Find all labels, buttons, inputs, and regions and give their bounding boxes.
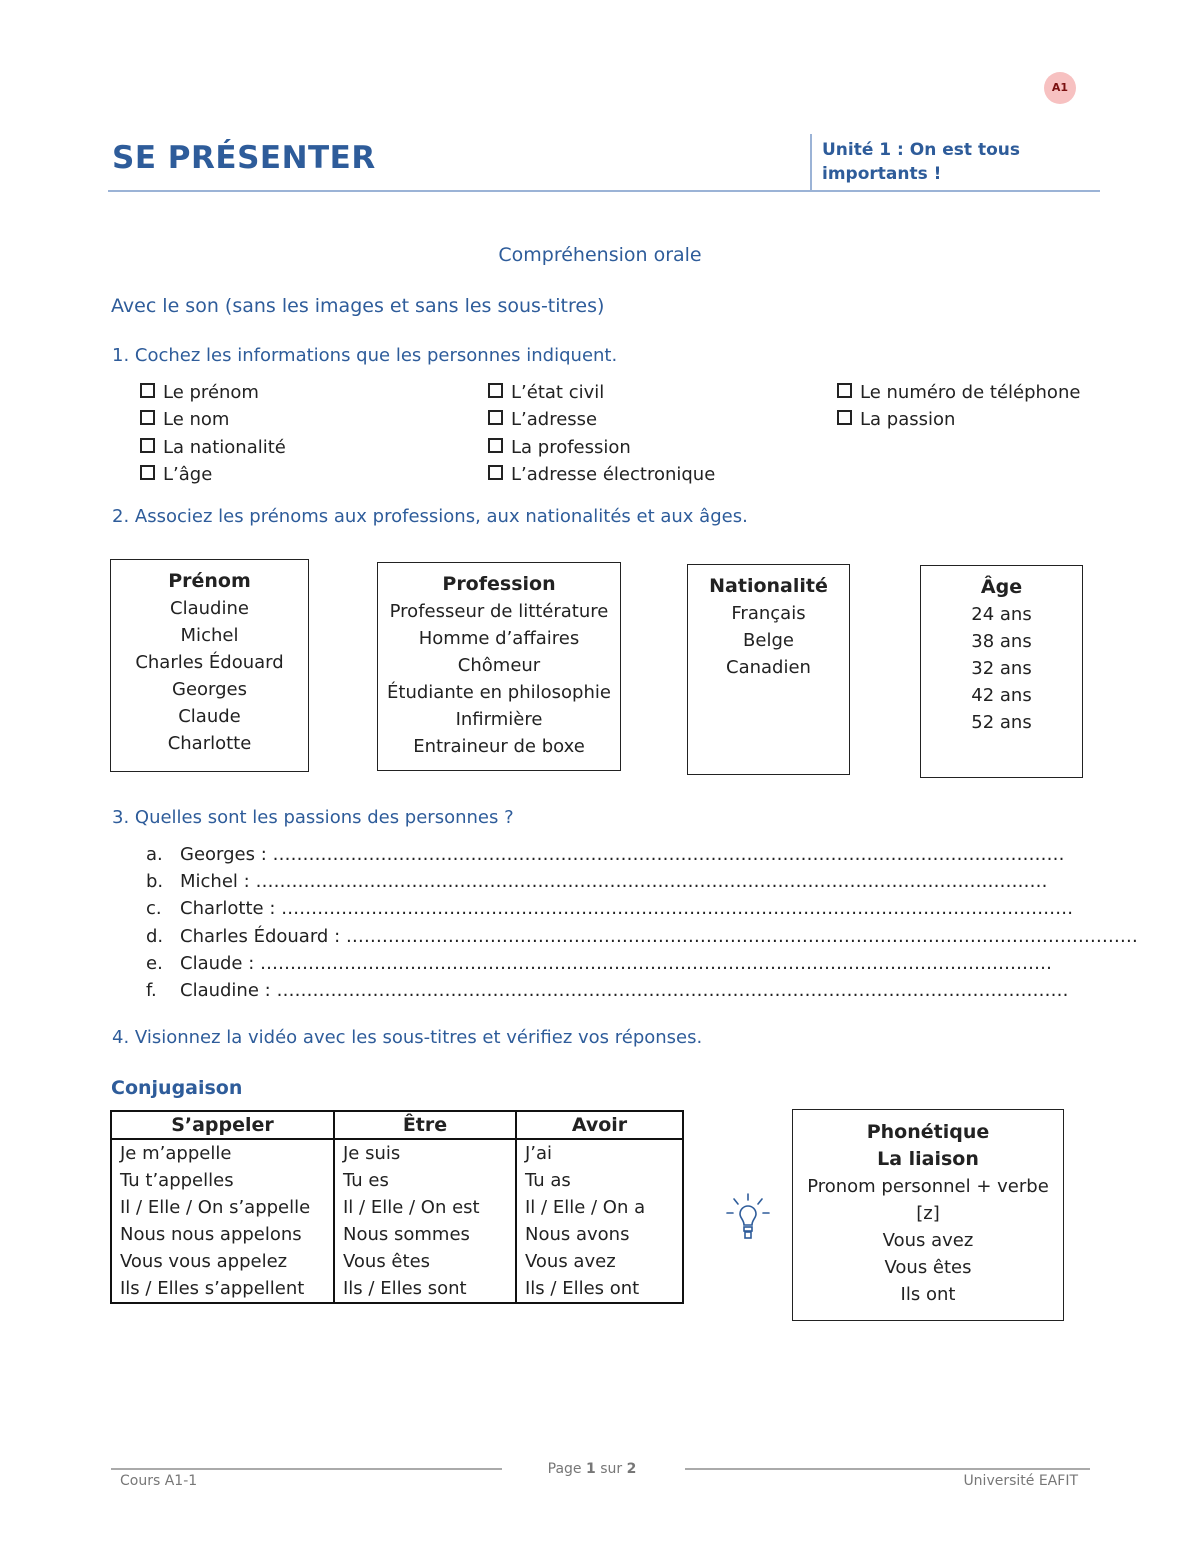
- column-header: Avoir: [516, 1111, 683, 1139]
- answer-line[interactable]: a. Georges : ……………………………………………………………………………………………………………………: [146, 844, 1065, 865]
- profession-item: Infirmière: [455, 709, 543, 730]
- prenom-item: Charles Édouard: [135, 652, 284, 673]
- prenom-item: Claude: [178, 706, 241, 727]
- table-cell: Il / Elle / On s’appelle: [111, 1194, 334, 1221]
- checkbox-option[interactable]: La profession: [488, 434, 715, 461]
- unit-title: [822, 138, 1052, 186]
- table-cell: Nous sommes: [334, 1221, 516, 1248]
- prenom-item: Michel: [180, 625, 239, 646]
- answer-line[interactable]: e. Claude : ……………………………………………………………………………………………………………………: [146, 952, 1053, 974]
- table-row: [111, 1167, 683, 1194]
- checkbox-icon[interactable]: [837, 410, 852, 425]
- phonetique-line: Ils ont: [900, 1284, 956, 1305]
- subsection-title: Avec le son (sans les images et sans les sous-titres): [111, 295, 605, 317]
- footer-course: Cours A1-1: [120, 1473, 198, 1489]
- q1-column-1: [140, 379, 286, 488]
- age-item: 42 ans: [971, 685, 1032, 706]
- answer-line[interactable]: c. Charlotte : ……………………………………………………………………………………………………………………: [146, 898, 1074, 920]
- profession-header: Profession: [442, 573, 556, 595]
- checkbox-icon[interactable]: [488, 383, 503, 398]
- age-box: [920, 565, 1083, 778]
- question-3: 3. Quelles sont les passions des personnes ?: [112, 807, 514, 828]
- checkbox-icon[interactable]: [140, 438, 155, 453]
- question-4: 4. Visionnez la vidéo avec les sous-titres et vérifiez vos réponses.: [112, 1027, 703, 1048]
- table-cell: Vous êtes: [334, 1248, 516, 1275]
- table-cell: J’ai: [516, 1139, 683, 1167]
- header-divider: [810, 134, 812, 190]
- table-cell: Ils / Elles s’appellent: [111, 1275, 334, 1303]
- table-cell: Tu t’appelles: [111, 1167, 334, 1194]
- checkbox-option[interactable]: Le numéro de téléphone: [837, 379, 1080, 406]
- prenom-box: [110, 559, 309, 772]
- checkbox-icon[interactable]: [140, 383, 155, 398]
- checkbox-icon[interactable]: [488, 438, 503, 453]
- unit-title-line1: Unité 1 : On est tous: [822, 140, 1020, 160]
- table-cell: Nous nous appelons: [111, 1221, 334, 1248]
- answer-line[interactable]: b. Michel : ……………………………………………………………………………………………………………………: [146, 871, 1048, 893]
- profession-box: [377, 562, 621, 771]
- checkbox-icon[interactable]: [140, 410, 155, 425]
- footer-university: Université EAFIT: [963, 1473, 1078, 1489]
- checkbox-option[interactable]: Le nom: [140, 406, 286, 433]
- table-cell: Il / Elle / On est: [334, 1194, 516, 1221]
- phonetique-title: Phonétique: [866, 1121, 990, 1143]
- age-item: 24 ans: [971, 604, 1032, 625]
- prenom-item: Claudine: [170, 598, 249, 619]
- profession-item: Chômeur: [457, 655, 541, 676]
- nationalite-item: Belge: [743, 630, 794, 651]
- checkbox-icon[interactable]: [140, 465, 155, 480]
- checkbox-option[interactable]: La passion: [837, 406, 1080, 433]
- prenom-item: Charlotte: [167, 733, 252, 754]
- table-row: [111, 1221, 683, 1248]
- phonetique-line: Vous êtes: [884, 1257, 972, 1278]
- phonetique-line: Pronom personnel + verbe: [807, 1176, 1049, 1197]
- lightbulb-icon: [724, 1192, 772, 1248]
- section-title: Compréhension orale: [498, 244, 702, 266]
- question-2: 2. Associez les prénoms aux professions, aux nationalités et aux âges.: [112, 506, 748, 527]
- nationalite-item: Français: [731, 603, 806, 624]
- page-number: Page 1 sur 2: [547, 1461, 637, 1477]
- answer-line[interactable]: d. Charles Édouard : ……………………………………………………………………………………………………………………: [146, 925, 1138, 947]
- phonetique-line: [z]: [916, 1203, 940, 1224]
- column-header: Être: [334, 1111, 516, 1139]
- table-cell: Ils / Elles ont: [516, 1275, 683, 1303]
- phonetique-box: [792, 1109, 1064, 1321]
- checkbox-icon[interactable]: [488, 465, 503, 480]
- table-row: [111, 1248, 683, 1275]
- prenom-item: Georges: [172, 679, 247, 700]
- checkbox-option[interactable]: L’adresse électronique: [488, 461, 715, 488]
- profession-item: Étudiante en philosophie: [387, 682, 611, 703]
- table-cell: Tu es: [334, 1167, 516, 1194]
- conjugaison-title: Conjugaison: [111, 1077, 243, 1099]
- q1-column-3: [837, 379, 1080, 434]
- table-cell: Vous vous appelez: [111, 1248, 334, 1275]
- age-item: 32 ans: [971, 658, 1032, 679]
- header-rule: [108, 190, 1100, 192]
- phonetique-subtitle: La liaison: [877, 1148, 979, 1170]
- table-row: [111, 1139, 683, 1167]
- question-1: 1. Cochez les informations que les personnes indiquent.: [112, 345, 618, 366]
- profession-item: Entraineur de boxe: [413, 736, 585, 757]
- age-item: 52 ans: [971, 712, 1032, 733]
- table-row: [111, 1275, 683, 1303]
- profession-item: Professeur de littérature: [389, 601, 609, 622]
- checkbox-option[interactable]: La nationalité: [140, 434, 286, 461]
- age-item: 38 ans: [971, 631, 1032, 652]
- checkbox-icon[interactable]: [837, 383, 852, 398]
- table-header-row: [111, 1111, 683, 1139]
- answer-line[interactable]: f. Claudine : ……………………………………………………………………………………………………………………: [146, 980, 1069, 1002]
- nationalite-header: Nationalité: [709, 575, 828, 597]
- table-cell: Il / Elle / On a: [516, 1194, 683, 1221]
- nationalite-box: [687, 564, 850, 775]
- level-badge: A1: [1044, 72, 1076, 104]
- conjugation-table: [110, 1110, 684, 1304]
- checkbox-option[interactable]: Le prénom: [140, 379, 286, 406]
- phonetique-line: Vous avez: [882, 1230, 974, 1251]
- age-header: Âge: [980, 576, 1023, 598]
- table-row: [111, 1194, 683, 1221]
- checkbox-icon[interactable]: [488, 410, 503, 425]
- page-title: SE PRÉSENTER: [112, 140, 376, 176]
- prenom-header: Prénom: [168, 570, 251, 592]
- checkbox-option[interactable]: L’état civil: [488, 379, 715, 406]
- q1-column-2: [488, 379, 715, 488]
- profession-item: Homme d’affaires: [418, 628, 580, 649]
- nationalite-item: Canadien: [726, 657, 811, 678]
- table-cell: Vous avez: [516, 1248, 683, 1275]
- unit-title-line2: importants !: [822, 164, 942, 184]
- column-header: S’appeler: [111, 1111, 334, 1139]
- table-cell: Je m’appelle: [111, 1139, 334, 1167]
- table-cell: Tu as: [516, 1167, 683, 1194]
- table-cell: Je suis: [334, 1139, 516, 1167]
- table-cell: Nous avons: [516, 1221, 683, 1248]
- q3-answers: [146, 841, 1138, 1004]
- checkbox-option[interactable]: L’âge: [140, 461, 286, 488]
- checkbox-option[interactable]: L’adresse: [488, 406, 715, 433]
- table-cell: Ils / Elles sont: [334, 1275, 516, 1303]
